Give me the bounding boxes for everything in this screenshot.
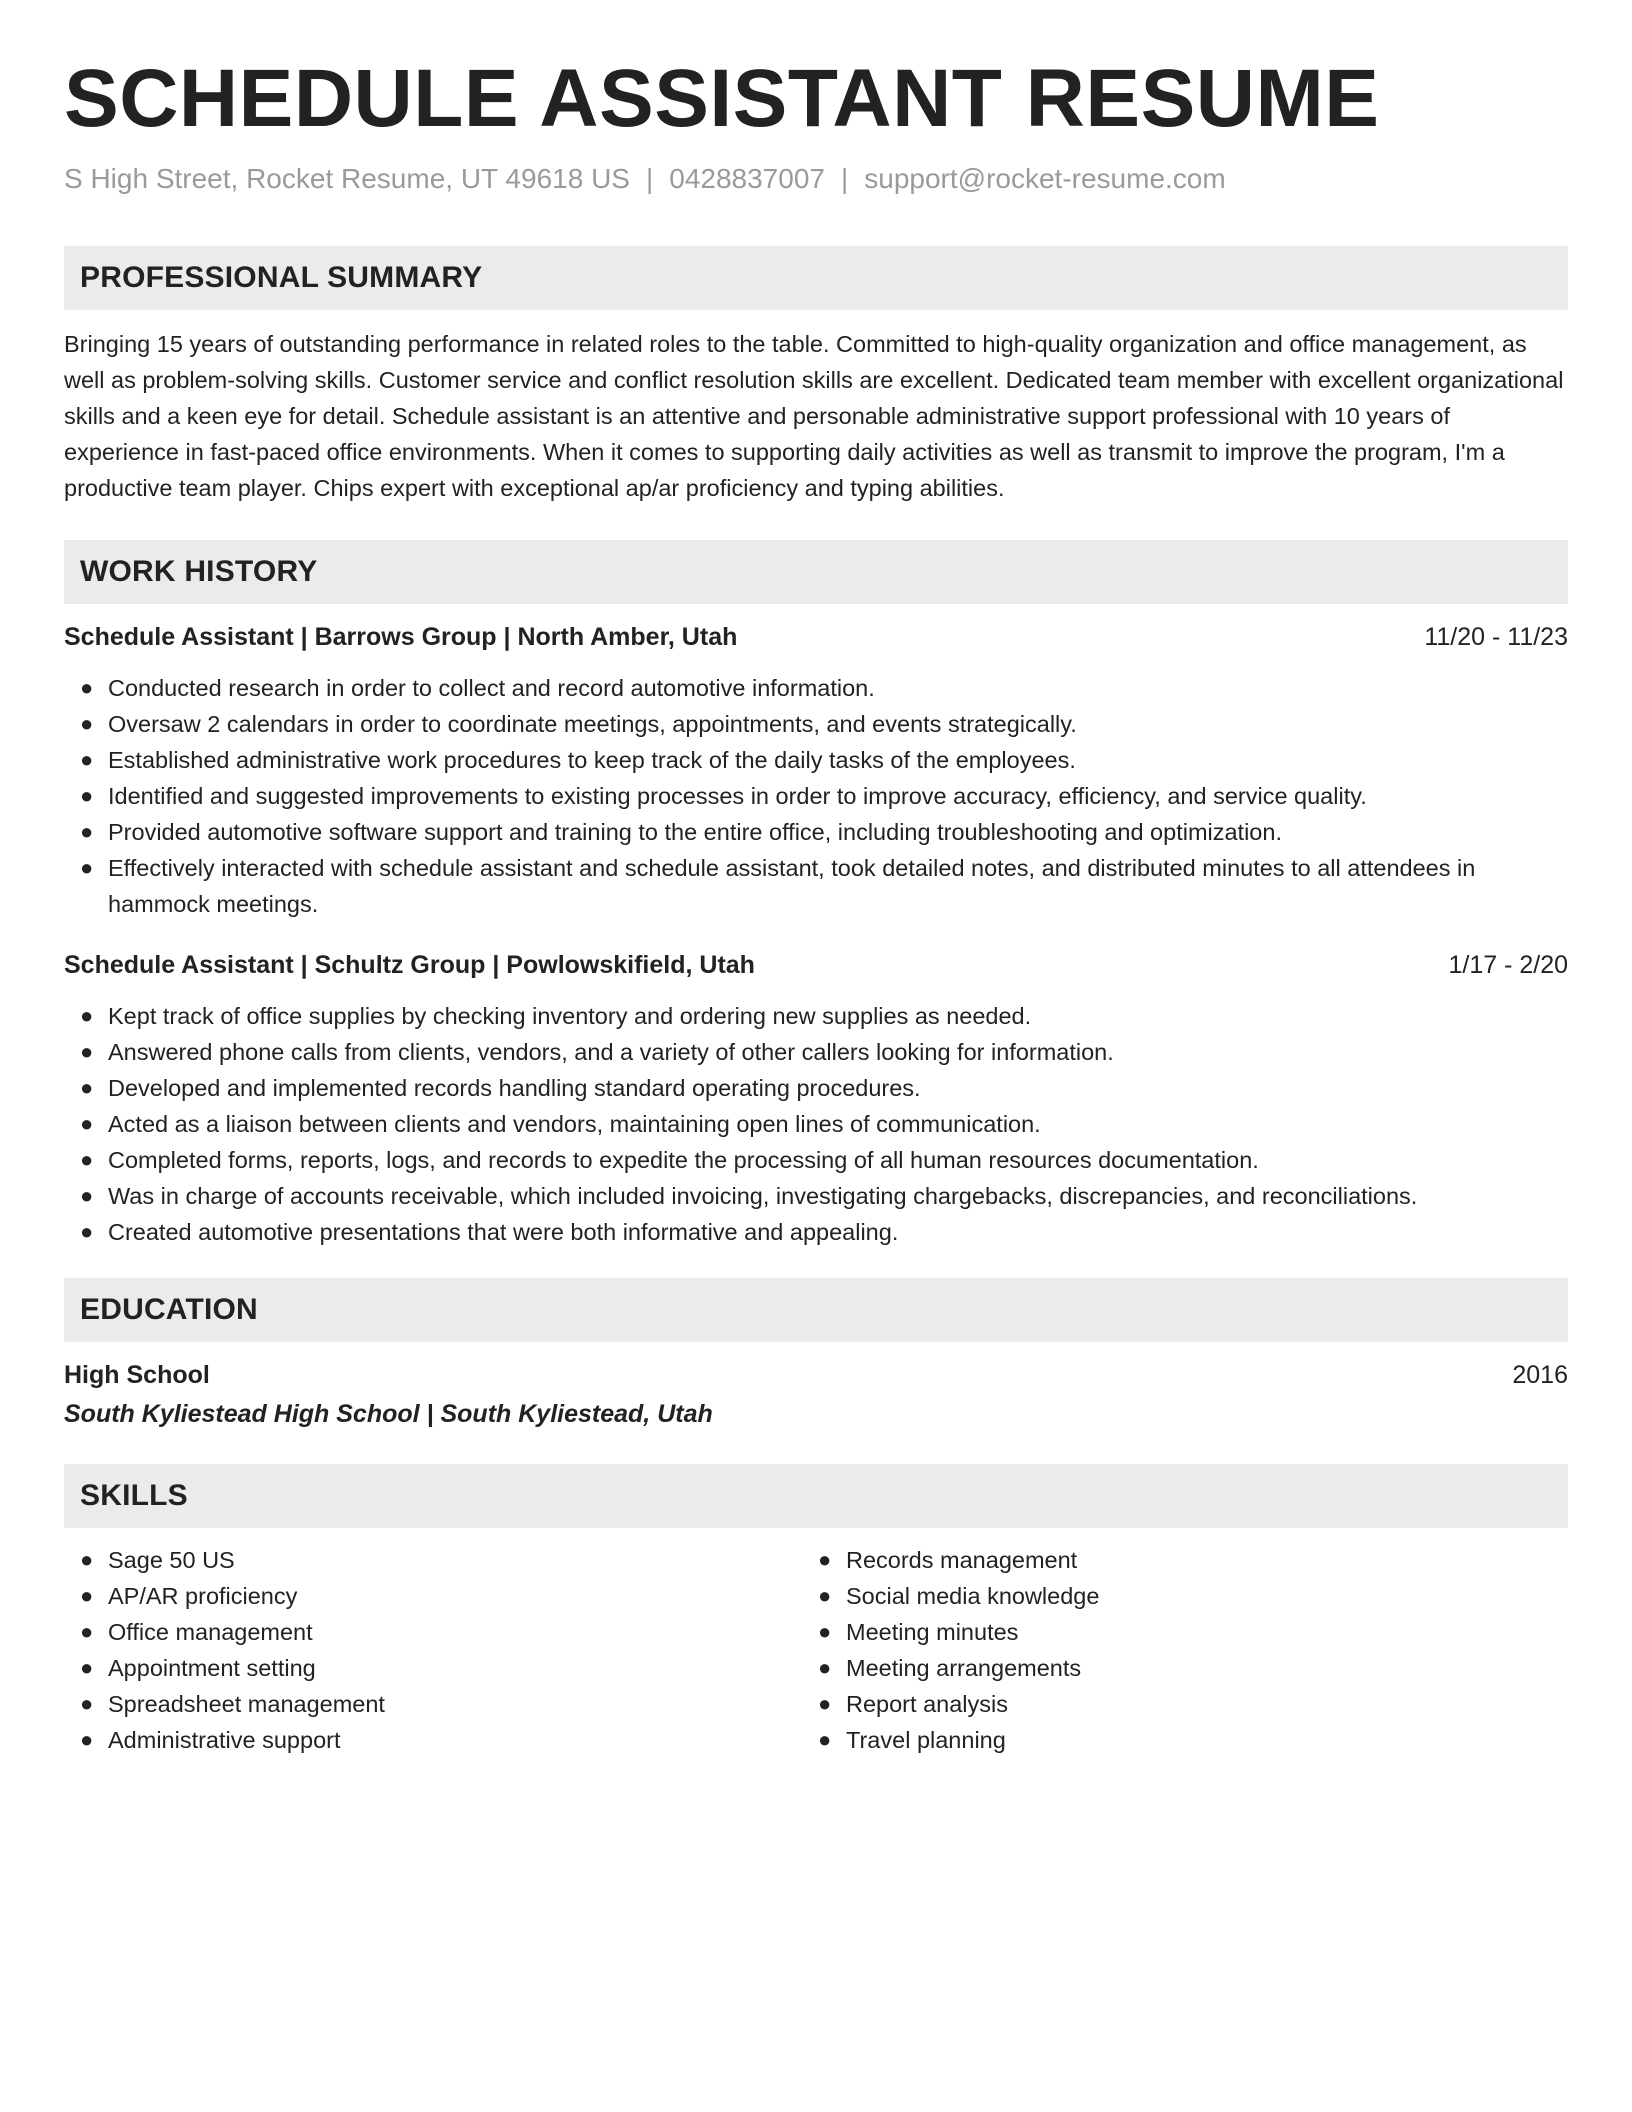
section-header-summary: PROFESSIONAL SUMMARY [64,246,1568,310]
education-degree: High School [64,1360,210,1389]
list-item-text: Identified and suggested improvements to existing processes in order to improve accuracy, efficiency, and service quality. [108,782,1367,809]
summary-text: Bringing 15 years of outstanding performance in related roles to the table. Committed to high-quality organization and office management, as well as problem-solving skills. Customer service and conflict resolution skills are excellent. Dedicated team member with excellent organizational skills and a keen eye for detail. Schedule assistant is an attentive and personable administrative support professional with 10 years of experience in fast-paced office environments. When it comes to supporting daily activities as well as transmit to improve the program, I'm a productive team player. Chips expert with exceptional ap/ar proficiency and typing abilities. [64,330,1564,501]
bullet-icon: ● [818,1582,832,1608]
list-item [64,1034,1568,1070]
section-header-work-history: WORK HISTORY [64,540,1568,604]
list-item [64,850,1568,922]
section-header-education: EDUCATION [64,1278,1568,1342]
skill-item [802,1722,1540,1758]
skill-text: Office management [108,1618,313,1645]
skill-item [802,1578,1540,1614]
job-dates: 11/20 - 11/23 [1424,622,1568,651]
skills-list-left [64,1542,802,1758]
skill-item [802,1542,1540,1578]
list-item-text: Answered phone calls from clients, vendors, and a variety of other callers looking for information. [108,1038,1114,1065]
skill-item [64,1686,802,1722]
list-item-text: Effectively interacted with schedule assistant and schedule assistant, took detailed notes, and distributed minutes to all attendees in hammock meetings. [108,854,1476,917]
job-title: Schedule Assistant | Schultz Group | Powlowskifield, Utah [64,950,755,979]
skill-text: Sage 50 US [108,1546,235,1573]
bullet-icon: ● [80,1690,94,1716]
list-item-text: Established administrative work procedures to keep track of the daily tasks of the employees. [108,746,1076,773]
bullet-icon: ● [80,782,94,808]
skill-item [64,1650,802,1686]
list-item-text: Conducted research in order to collect and record automotive information. [108,674,875,701]
list-item-text: Created automotive presentations that were both informative and appealing. [108,1218,899,1245]
list-item-text: Acted as a liaison between clients and vendors, maintaining open lines of communication. [108,1110,1041,1137]
skills-columns [64,1542,1568,1758]
skill-text: AP/AR proficiency [108,1582,298,1609]
bullet-icon: ● [80,1074,94,1100]
list-item [64,1178,1568,1214]
bullet-icon: ● [80,1110,94,1136]
bullet-icon: ● [80,1618,94,1644]
list-item-text: Kept track of office supplies by checking inventory and ordering new supplies as needed. [108,1002,1032,1029]
skill-text: Appointment setting [108,1654,316,1681]
bullet-icon: ● [80,746,94,772]
bullet-icon: ● [80,1038,94,1064]
job-dates: 1/17 - 2/20 [1448,950,1568,979]
list-item-text: Was in charge of accounts receivable, which included invoicing, investigating chargebacks, discrepancies, and reconciliations. [108,1182,1418,1209]
bullet-icon: ● [80,854,94,880]
contact-separator: | [840,163,849,194]
skill-item [64,1578,802,1614]
education-entry-header [64,1358,1568,1392]
list-item [64,778,1568,814]
skills-list-right [802,1542,1540,1758]
skill-item [802,1650,1540,1686]
skill-item [64,1722,802,1758]
education-school: South Kyliestead High School | South Kyliestead, Utah [64,1399,713,1428]
skill-text: Records management [846,1546,1078,1573]
contact-separator: | [645,163,654,194]
list-item [64,998,1568,1034]
job-entry-header [64,948,1568,982]
list-item [64,1070,1568,1106]
skill-item [802,1686,1540,1722]
skill-text: Social media knowledge [846,1582,1100,1609]
skill-text: Spreadsheet management [108,1690,385,1717]
bullet-icon: ● [80,1582,94,1608]
bullet-icon: ● [80,1726,94,1752]
job-title: Schedule Assistant | Barrows Group | North Amber, Utah [64,622,738,651]
bullet-icon: ● [80,1182,94,1208]
skill-text: Meeting arrangements [846,1654,1082,1681]
bullet-icon: ● [80,1218,94,1244]
section-header-skills: SKILLS [64,1464,1568,1528]
skill-item [64,1614,802,1650]
list-item-text: Developed and implemented records handling standard operating procedures. [108,1074,921,1101]
job-duties-list [64,670,1568,922]
list-item-text: Oversaw 2 calendars in order to coordinate meetings, appointments, and events strategically. [108,710,1077,737]
contact-email: support@rocket-resume.com [864,163,1226,194]
bullet-icon: ● [818,1546,832,1572]
skill-text: Report analysis [846,1690,1008,1717]
bullet-icon: ● [818,1618,832,1644]
bullet-icon: ● [818,1726,832,1752]
job-entry-header [64,620,1568,654]
bullet-icon: ● [80,710,94,736]
resume-title: SCHEDULE ASSISTANT RESUME [64,53,1380,144]
bullet-icon: ● [818,1690,832,1716]
skill-text: Travel planning [846,1726,1006,1753]
bullet-icon: ● [818,1654,832,1680]
list-item-text: Provided automotive software support and training to the entire office, including troubleshooting and optimization. [108,818,1282,845]
list-item [64,1106,1568,1142]
contact-address: S High Street, Rocket Resume, UT 49618 US [64,163,630,194]
bullet-icon: ● [80,1146,94,1172]
bullet-icon: ● [80,818,94,844]
job-duties-list [64,998,1568,1250]
list-item [64,706,1568,742]
education-year: 2016 [1512,1360,1568,1389]
list-item [64,1142,1568,1178]
contact-phone: 0428837007 [669,163,825,194]
bullet-icon: ● [80,1002,94,1028]
list-item [64,814,1568,850]
skill-item [802,1614,1540,1650]
list-item [64,742,1568,778]
skill-item [64,1542,802,1578]
list-item [64,1214,1568,1250]
bullet-icon: ● [80,1546,94,1572]
bullet-icon: ● [80,674,94,700]
skill-text: Meeting minutes [846,1618,1019,1645]
list-item [64,670,1568,706]
contact-line [64,162,1568,196]
skill-text: Administrative support [108,1726,341,1753]
list-item-text: Completed forms, reports, logs, and records to expedite the processing of all human resources documentation. [108,1146,1259,1173]
bullet-icon: ● [80,1654,94,1680]
